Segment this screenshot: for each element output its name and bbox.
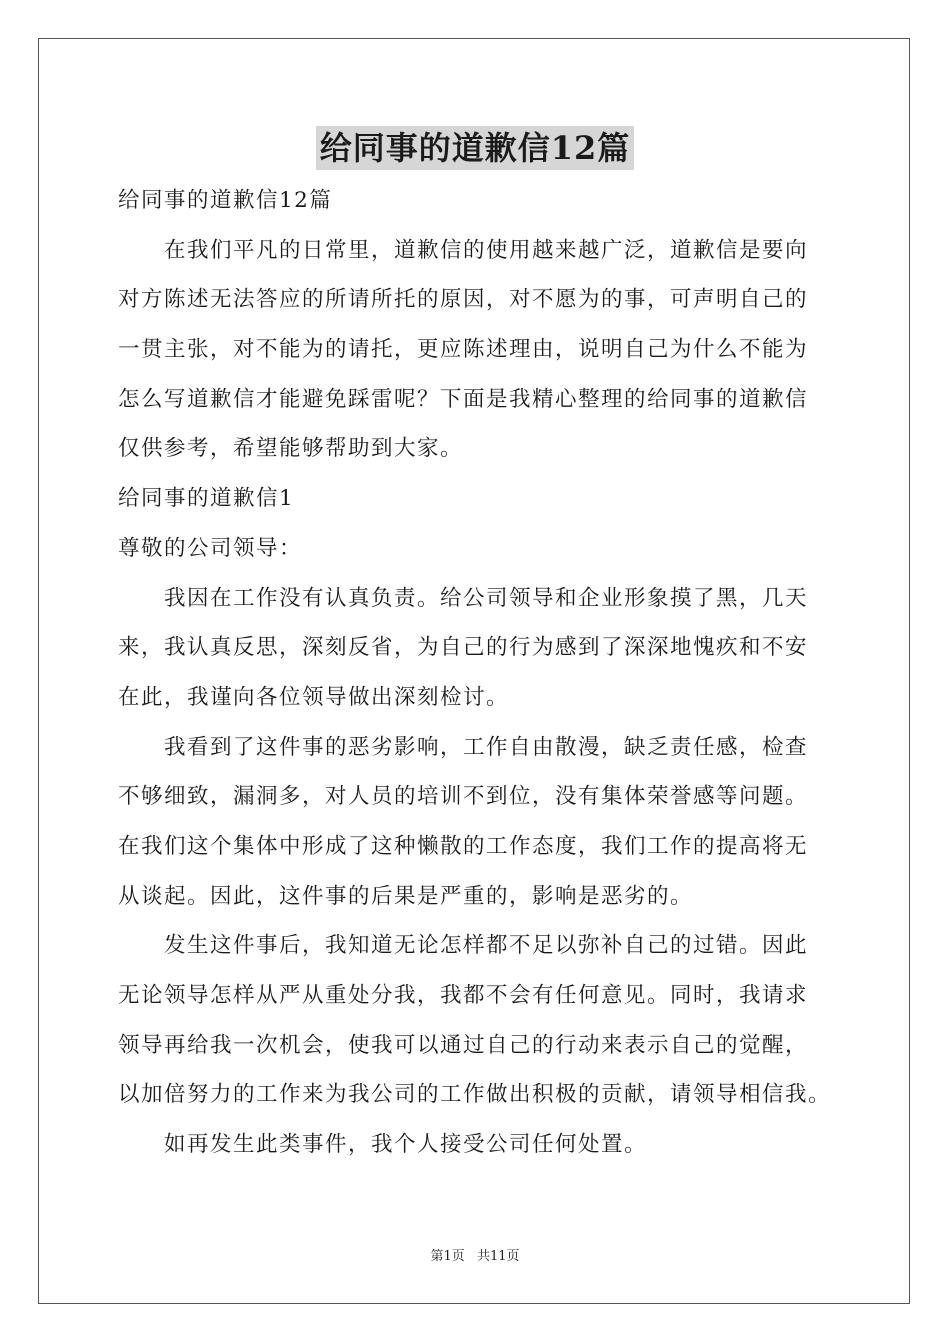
text-line: 在我们这个集体中形成了这种懒散的工作态度，我们工作的提高将无 xyxy=(118,833,809,859)
text-line: 给同事的道歉信12篇 xyxy=(118,188,333,213)
title-container xyxy=(0,126,950,170)
page-total: 共11页 xyxy=(476,1249,520,1264)
text-line: 领导再给我一次机会，使我可以通过自己的行动来表示自己的觉醒， xyxy=(118,1032,809,1058)
text-line: 一贯主张，对不能为的请托，更应陈述理由，说明自己为什么不能为 xyxy=(118,337,809,363)
text-line: 在我们平凡的日常里，道歉信的使用越来越广泛，道歉信是要向 xyxy=(164,237,809,263)
text-line: 来，我认真反思，深刻反省，为自己的行为感到了深深地愧疚和不安 xyxy=(118,635,809,661)
text-line: 从谈起。因此，这件事的后果是严重的，影响是恶劣的。 xyxy=(118,883,694,909)
page-footer xyxy=(0,1245,950,1264)
text-line: 我因在工作没有认真负责。给公司领导和企业形象摸了黑，几天 xyxy=(164,585,809,611)
text-line: 在此，我谨向各位领导做出深刻检讨。 xyxy=(118,684,510,710)
text-line: 如再发生此类事件，我个人接受公司任何处置。 xyxy=(164,1132,648,1158)
document-title: 给同事的道歉信12篇 xyxy=(316,126,635,170)
text-line: 给同事的道歉信1 xyxy=(118,486,295,512)
page-number: 第1页 xyxy=(430,1249,465,1264)
document-body xyxy=(118,176,838,1170)
text-line: 发生这件事后，我知道无论怎样都不足以弥补自己的过错。因此 xyxy=(164,933,809,959)
text-line: 怎么写道歉信才能避免踩雷呢？下面是我精心整理的给同事的道歉信 xyxy=(118,386,809,412)
text-line: 仅供参考，希望能够帮助到大家。 xyxy=(118,436,464,462)
text-line: 以加倍努力的工作来为我公司的工作做出积极的贡献，请领导相信我。 xyxy=(118,1082,832,1108)
text-line: 对方陈述无法答应的所请所托的原因，对不愿为的事，可声明自己的 xyxy=(118,287,809,313)
text-line: 不够细致，漏洞多，对人员的培训不到位，没有集体荣誉感等问题。 xyxy=(118,784,809,810)
text-line: 我看到了这件事的恶劣影响，工作自由散漫，缺乏责任感，检查 xyxy=(164,734,809,760)
text-line: 尊敬的公司领导： xyxy=(118,535,303,561)
text-line: 无论领导怎样从严从重处分我，我都不会有任何意见。同时，我请求 xyxy=(118,983,809,1008)
